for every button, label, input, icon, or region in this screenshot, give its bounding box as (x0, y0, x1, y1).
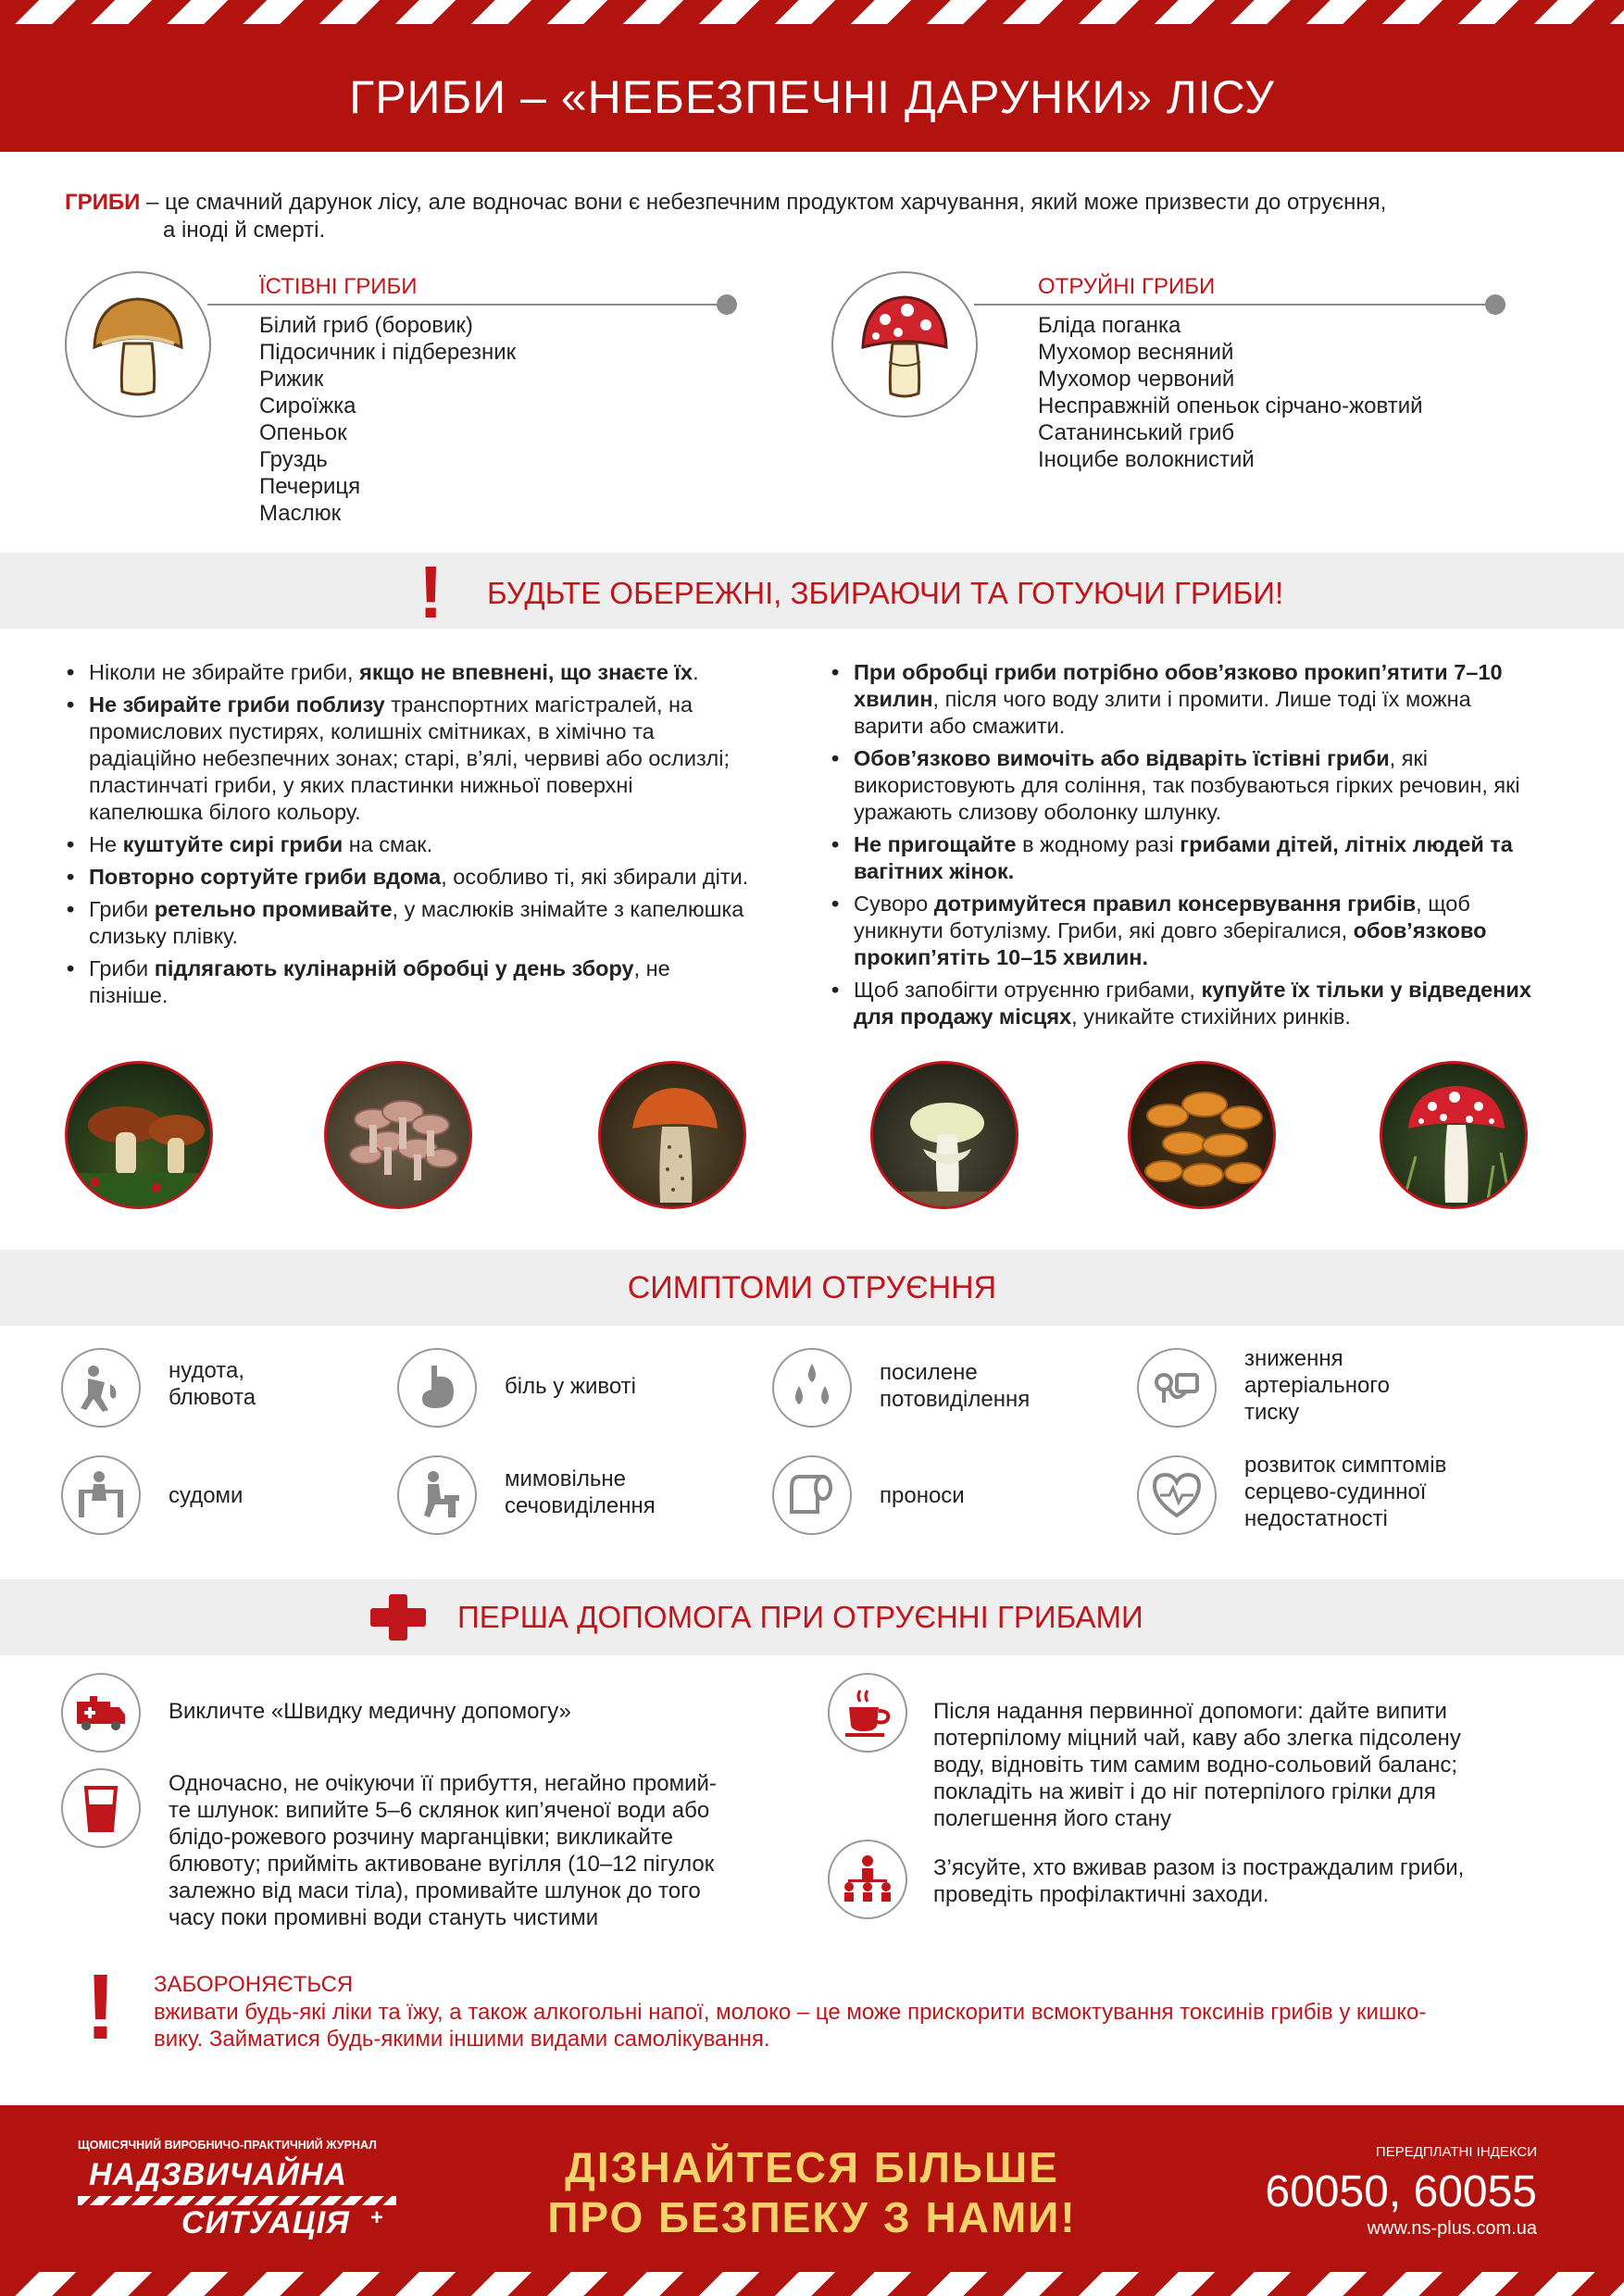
mushroom-photo-sulphur-tuft (1128, 1061, 1276, 1209)
symptom-abdominal-pain: біль у животі (505, 1374, 637, 1399)
symptom-involuntary-urination: мимовільне сечовиділення (505, 1466, 656, 1518)
firstaid-call-ambulance: Викличте «Швидку медичну допомогу» (169, 1699, 571, 1724)
edible-connector-dot (717, 294, 737, 315)
slogan-line1: ДІЗНАЙТЕСЯ БІЛЬШЕ (565, 2143, 1059, 2191)
convulsion-icon (61, 1455, 141, 1535)
journal-logo-line2: СИТУАЦІЯ (181, 2205, 350, 2240)
firstaid-find-others: З’ясуйте, хто вживав разом із постраждалим гриби, проведіть профілактичні заходи. (933, 1855, 1465, 1907)
list-item: Іноцибе волокнистий (1038, 447, 1255, 472)
list-item: • Не куштуйте сирі гриби на смак. (67, 831, 752, 858)
toilet-paper-icon (772, 1455, 852, 1535)
mushroom-photo-fly-agaric (1380, 1061, 1528, 1209)
subscription-indices: 60050, 60055 (1265, 2167, 1537, 2216)
poisonous-connector-dot (1485, 294, 1505, 315)
firstaid-stomach-lavage: Одночасно, не очікуючи її прибуття, негайно промий- те шлунок: випийте 5–6 склянок кип’яченої води або блідо-рожевого розчину марганцівки; викликайте блювоту; прийміть активоване вугілля (10–12 пігулок залежно від маси тіла), промивайте шлунок до того часу поки промивні води стануть чистими (169, 1771, 717, 1930)
symptom-cardiovascular: розвиток симптомів серцево-судинної недостатності (1244, 1453, 1447, 1531)
list-item: Опеньок (259, 420, 347, 445)
ambulance-icon (61, 1673, 141, 1753)
forbidden-text: вживати будь-які ліки та їжу, а також алкогольні напої, молоко – це може прискорити всмоктування токсинів грибів у кишко- вику. Займатися будь-якими іншими видами самолікування. (154, 2000, 1427, 2052)
mushroom-photo-aspen-bolete (598, 1061, 746, 1209)
rules-left-list (67, 659, 752, 1015)
list-item: Сироїжка (259, 393, 356, 418)
bottom-stripe (0, 2272, 1624, 2296)
red-cross-icon (370, 1594, 426, 1641)
list-item: Мухомор червоний (1038, 367, 1235, 392)
heart-pulse-icon (1137, 1455, 1217, 1535)
list-item: Маслюк (259, 501, 342, 526)
list-item: • Суворо дотримуйтеся правил консервування грибів, щоб уникнути ботулізму. Гриби, які довго зберігалися, обов’язково прокип’ятіть 10–15 хвилин. (831, 891, 1544, 971)
list-item: Печериця (259, 474, 361, 499)
list-item: • Щоб запобігти отруєнню грибами, купуйте їх тільки у відведених для продажу місцях, уникайте стихійних ринків. (831, 977, 1544, 1030)
list-item: Несправжній опеньок сірчано-жовтий (1038, 393, 1423, 418)
tea-cup-icon (828, 1673, 907, 1753)
edible-mushroom-circle (65, 271, 211, 418)
intro-paragraph (65, 189, 1583, 244)
list-item: • Повторно сортуйте гриби вдома, особливо ті, які збирали діти. (67, 864, 752, 891)
sweat-drops-icon (772, 1348, 852, 1428)
intro-text-2: а іноді й смерті. (163, 218, 326, 243)
stomach-icon (397, 1348, 477, 1428)
poisonous-mushroom-circle (831, 271, 978, 418)
mushroom-photo-boletus (65, 1061, 213, 1209)
symptom-diarrhea: проноси (880, 1483, 965, 1508)
poisonous-list (1038, 312, 1423, 473)
slogan-line2: ПРО БЕЗПЕКУ З НАМИ! (547, 2193, 1077, 2241)
toilet-icon (397, 1455, 477, 1535)
symptom-low-blood-pressure: зниження артеріального тиску (1244, 1346, 1390, 1425)
edible-mushroom-icon (67, 273, 209, 416)
edible-title: ЇСТІВНІ ГРИБИ (259, 274, 422, 300)
list-item: Підосичник і підберезник (259, 340, 517, 365)
poisonous-connector-line (974, 304, 1493, 306)
exclamation-icon: ! (418, 551, 443, 633)
list-item: Бліда поганка (1038, 313, 1181, 338)
list-item: • Ніколи не збирайте гриби, якщо не впевнені, що знаєте їх. (67, 659, 752, 686)
website-link[interactable]: www.ns-plus.com.ua (1367, 2218, 1537, 2239)
journal-logo-line1: НАДЗВИЧАЙНА (89, 2157, 347, 2192)
water-glass-icon (61, 1768, 141, 1848)
top-stripe (0, 0, 1624, 24)
list-item: • Не пригощайте в жодному разі грибами дітей, літніх людей та вагітних жінок. (831, 831, 1544, 885)
mushroom-photo-death-cap (870, 1061, 1018, 1209)
poisonous-title: ОТРУЙНІ ГРИБИ (1038, 274, 1220, 300)
edible-list (259, 312, 516, 527)
symptoms-title: СИМПТОМИ ОТРУЄННЯ (627, 1270, 997, 1305)
page-title: ГРИБИ – «НЕБЕЗПЕЧНІ ДАРУНКИ» ЛІСУ (349, 71, 1275, 123)
caution-title: БУДЬТЕ ОБЕРЕЖНІ, ЗБИРАЮЧИ ТА ГОТУЮЧИ ГРИБИ! (487, 576, 1284, 610)
list-item: Сатанинський гриб (1038, 420, 1235, 445)
exclamation-icon: ! (85, 1955, 117, 2059)
firstaid-title: ПЕРША ДОПОМОГА ПРИ ОТРУЄННІ ГРИБАМИ (457, 1600, 1143, 1634)
vomit-icon (61, 1348, 141, 1428)
blood-pressure-icon (1137, 1348, 1217, 1428)
list-item: Груздь (259, 447, 328, 472)
intro-lead: ГРИБИ (65, 190, 141, 215)
symptom-nausea: нудота, блювота (169, 1358, 256, 1410)
header-bar (0, 24, 1624, 152)
edible-connector-line (207, 304, 726, 306)
list-item: Білий гриб (боровик) (259, 313, 473, 338)
subscription-label: ПЕРЕДПЛАТНІ ІНДЕКСИ (1375, 2144, 1537, 2160)
firstaid-after-care: Після надання первинної допомоги: дайте випити потерпілому міцний чай, каву або злегка підсолену воду, відновіть тим самим водно-сольовий баланс; покладіть на живіт і до ніг потерпілого грілки для полегшення його стану (933, 1699, 1461, 1831)
list-item: • Обов’язково вимочіть або відваріть їстівні гриби, які використовують для соління, так позбуваються гірких речовин, які уражають слизову оболонку шлунку. (831, 745, 1544, 826)
list-item: Мухомор весняний (1038, 340, 1234, 365)
list-item: • Гриби ретельно промивайте, у маслюків знімайте з капелюшка слизьку плівку. (67, 896, 752, 950)
rules-right-list (831, 659, 1544, 1036)
list-item: Рижик (259, 367, 324, 392)
list-item: • Гриби підлягають кулінарній обробці у день збору, не пізніше. (67, 955, 752, 1009)
mushroom-photo-honey-fungus-cluster (324, 1061, 472, 1209)
symptom-convulsions: судоми (169, 1483, 244, 1508)
forbidden-title: ЗАБОРОНЯЄТЬСЯ (154, 1972, 354, 1997)
list-item: • Не збирайте гриби поблизу транспортних магістралей, на промислових пустирях, колишніх смітниках, в хімічно та радіаційно небезпечних зонах; старі, в’ялі, червиві або ослизлі; пластинчаті гриби, у яких пластинки нижньої поверхні капелюшка білого кольору. (67, 692, 752, 826)
symptom-sweating: посилене потовиділення (880, 1360, 1031, 1412)
journal-logo-plus: + (370, 2205, 384, 2230)
list-item: • При обробці гриби потрібно обов’язково прокип’ятити 7–10 хвилин, після чого воду злити і промити. Лише тоді їх можна варити або смажити. (831, 659, 1544, 740)
poisonous-mushroom-icon (833, 273, 976, 416)
journal-description: ЩОМІСЯЧНИЙ ВИРОБНИЧО-ПРАКТИЧНИЙ ЖУРНАЛ (78, 2139, 377, 2152)
footer-bar (0, 2105, 1624, 2272)
intro-text: – це смачний дарунок лісу, але водночас вони є небезпечним продуктом харчування, який може призвести до отруєння, (140, 190, 1387, 215)
people-network-icon (828, 1840, 907, 1919)
